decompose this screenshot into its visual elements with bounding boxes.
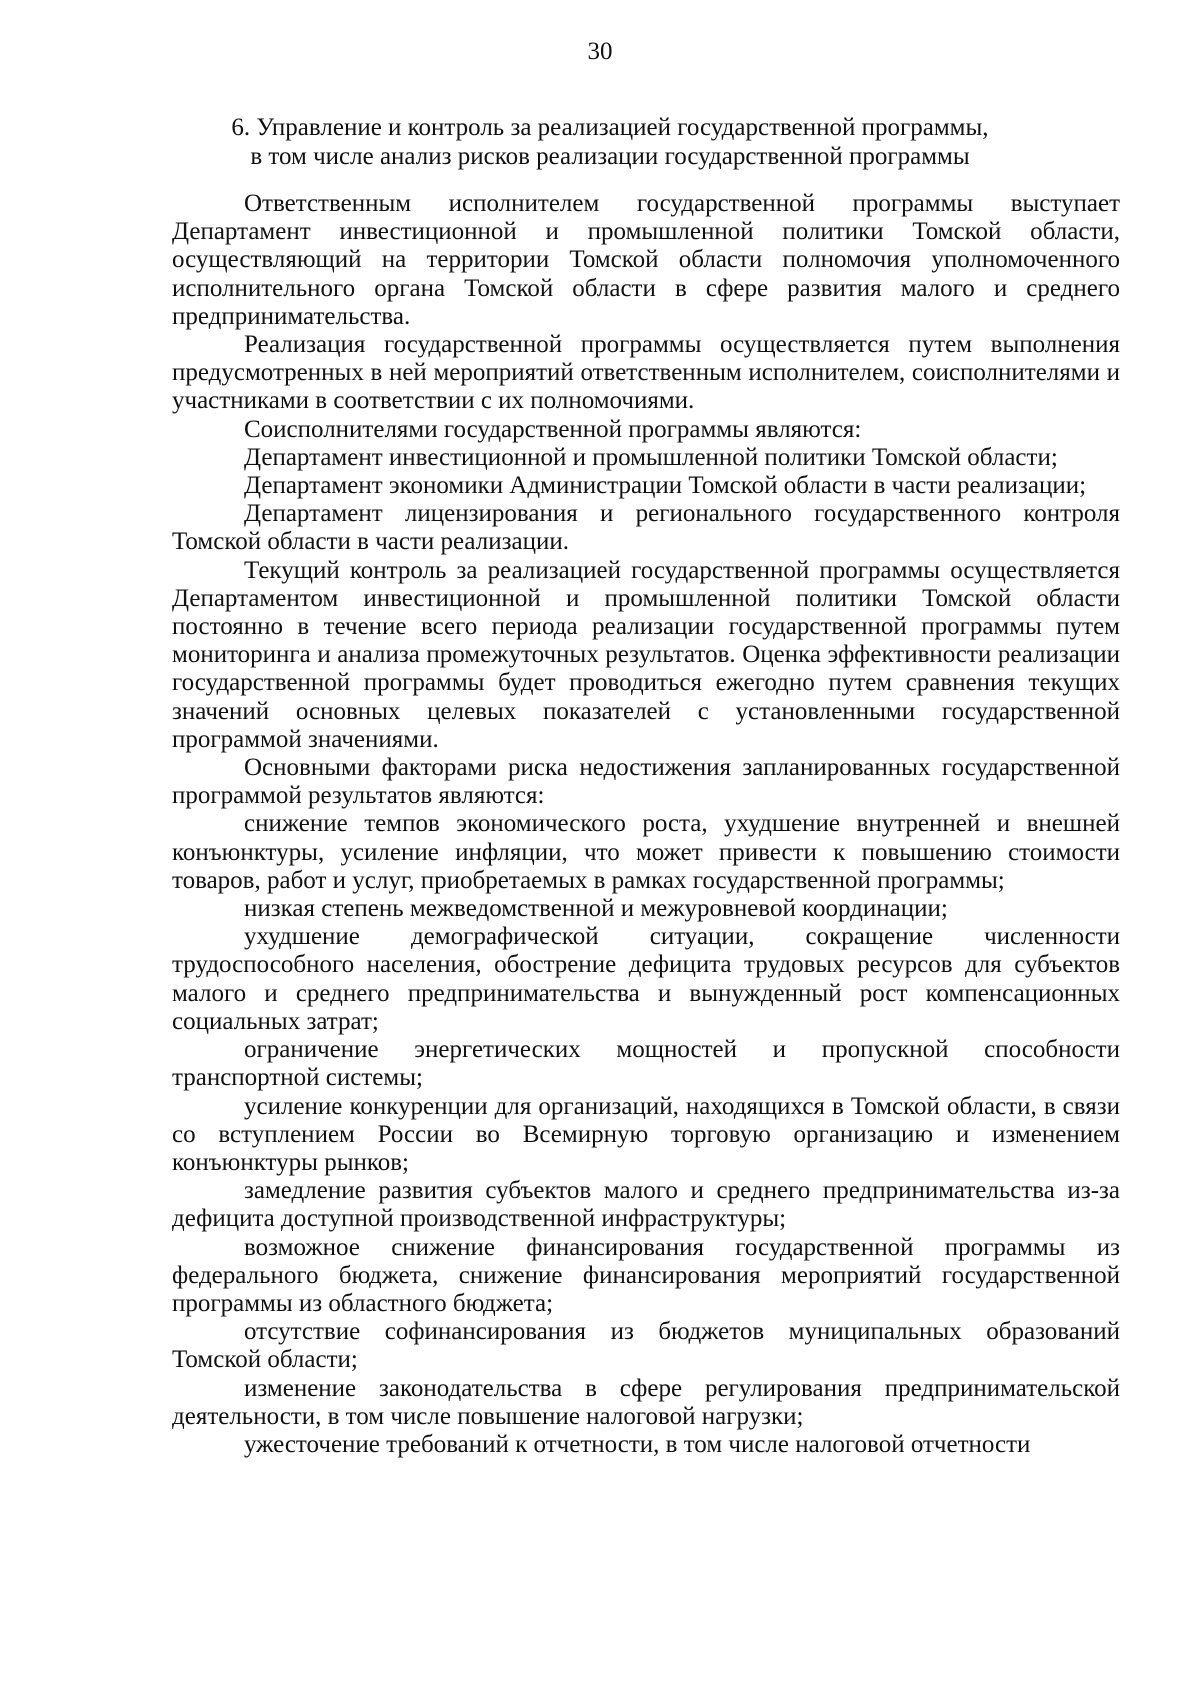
paragraph: замедление развития субъектов малого и среднего предпринимательства из-за дефицита доступной производственной инфраструктуры; — [172, 1177, 1120, 1233]
paragraph: Основными факторами риска недостижения запланированных государственной программой результатов являются: — [172, 754, 1120, 810]
section-heading-line-2: в том числе анализ рисков реализации государственной программы — [250, 143, 970, 170]
page-number: 30 — [587, 38, 613, 65]
paragraph: Текущий контроль за реализацией государственной программы осуществляется Департаментом инвестиционной и промышленной политики Томской области постоянно в течение всего периода реализации государственной программы путем мониторинга и анализа промежуточных результатов. Оценка эффективности реализации государственной программы будет проводиться ежегодно путем сравнения текущих значений основных целевых показателей с установленными государственной программой значениями. — [172, 556, 1120, 753]
paragraph: изменение законодательства в сфере регулирования предпринимательской деятельности, в том числе повышение налоговой нагрузки; — [172, 1374, 1120, 1430]
paragraph: ухудшение демографической ситуации, сокращение численности трудоспособного населения, обострение дефицита трудовых ресурсов для субъектов малого и среднего предпринимательства и вынужденный рост компенсационных социальных затрат; — [172, 923, 1120, 1035]
section-heading — [160, 113, 1060, 171]
document-body — [172, 190, 1120, 1459]
paragraph: Департамент экономики Администрации Томской области в части реализации; — [244, 472, 1087, 500]
paragraph: отсутствие софинансирования из бюджетов муниципальных образований Томской области; — [172, 1318, 1120, 1374]
paragraph: ужесточение требований к отчетности, в том числе налоговой отчетности — [244, 1430, 1031, 1458]
paragraph: низкая степень межведомственной и межуровневой координации; — [244, 895, 948, 923]
paragraph: Департамент инвестиционной и промышленной политики Томской области; — [244, 443, 1058, 471]
paragraph: возможное снижение финансирования государственной программы из федерального бюджета, снижение финансирования мероприятий государственной программы из областного бюджета; — [172, 1233, 1120, 1317]
paragraph: Департамент лицензирования и регионального государственного контроля Томской области в части реализации. — [172, 500, 1120, 556]
paragraph: усиление конкуренции для организаций, находящихся в Томской области, в связи со вступлением России во Всемирную торговую организацию и изменением конъюнктуры рынков; — [172, 1092, 1120, 1176]
paragraph: Соисполнителями государственной программы являются: — [244, 415, 862, 443]
paragraph: Ответственным исполнителем государственной программы выступает Департамент инвестиционной и промышленной политики Томской области, осуществляющий на территории Томской области полномочия уполномоченного исполнительного органа Томской области в сфере развития малого и среднего предпринимательства. — [172, 190, 1120, 330]
paragraph: снижение темпов экономического роста, ухудшение внутренней и внешней конъюнктуры, усиление инфляции, что может привести к повышению стоимости товаров, работ и услуг, приобретаемых в рамках государственной программы; — [172, 810, 1120, 894]
section-heading-line-1: 6. Управление и контроль за реализацией государственной программы, — [231, 114, 989, 141]
paragraph: ограничение энергетических мощностей и пропускной способности транспортной системы; — [172, 1036, 1120, 1092]
paragraph: Реализация государственной программы осуществляется путем выполнения предусмотренных в ней мероприятий ответственным исполнителем, соисполнителями и участниками в соответствии с их полномочиями. — [172, 331, 1120, 415]
